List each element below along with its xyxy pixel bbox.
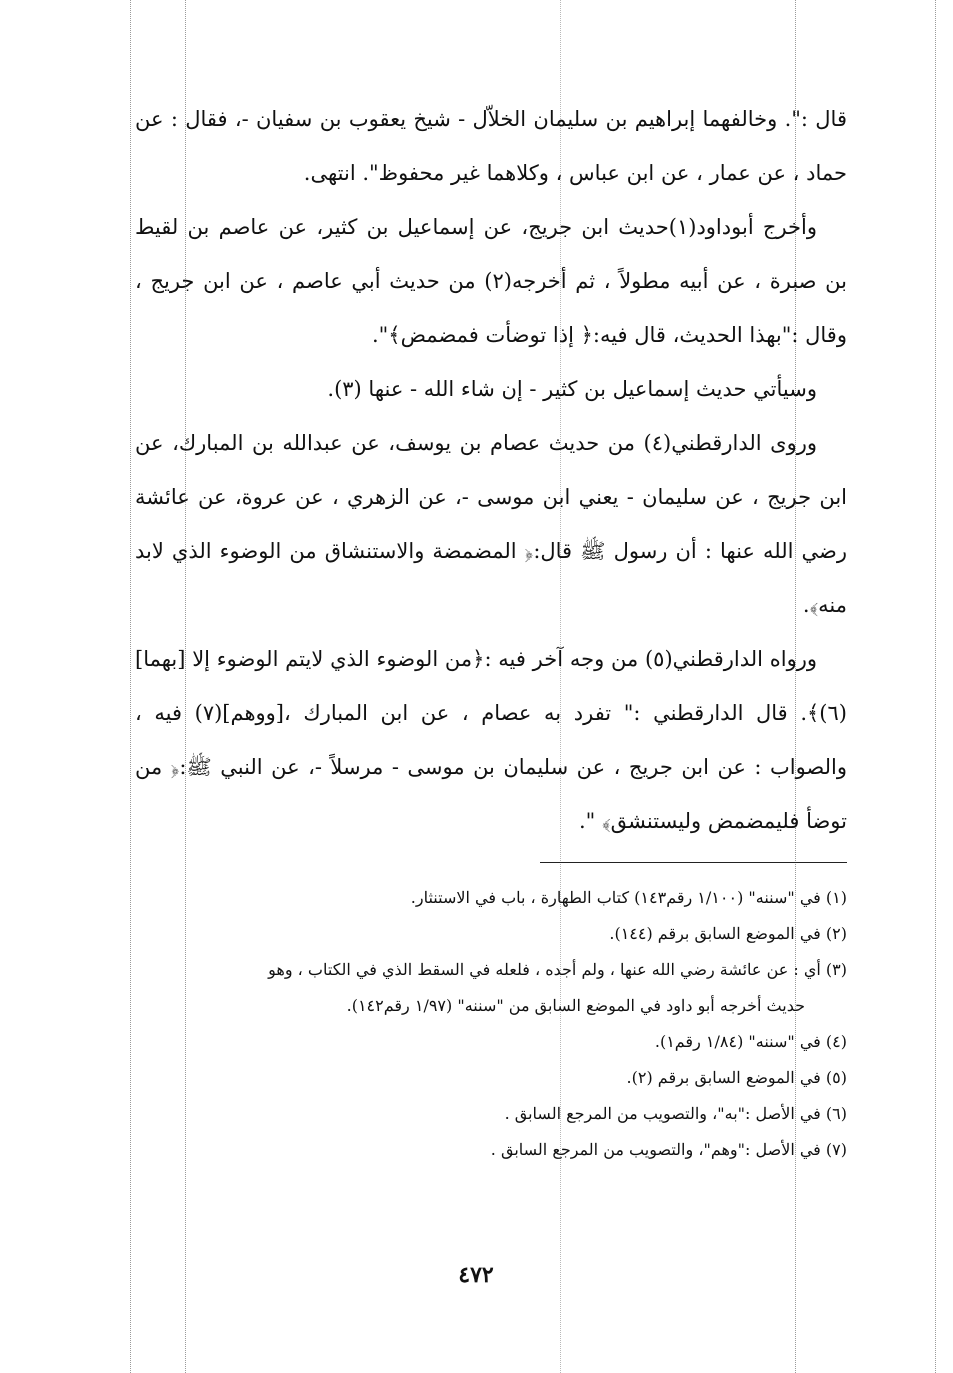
footnote-3-continuation: حديث أخرجه أبو داود في الموضع السابق من "سننه" (١/٩٧ رقم١٤٢).	[346, 996, 805, 1015]
page-number: ٤٧٢	[458, 1262, 494, 1288]
footnote-5: (٥) في الموضع السابق برقم (٢).	[626, 1068, 847, 1087]
paragraph-1: قال :". وخالفهما إبراهيم بن سليمان الخلاّل - شيخ يعقوب بن سفيان -، فقال : عن حماد ، عن عمار ، عن ابن عباس ، وكلاهما غير محفوظ". انتهى.	[135, 107, 847, 185]
footnote-separator	[540, 862, 847, 863]
paragraph-3: وسيأتي حديث إسماعيل بن كثير - إن شاء الله - عنها (٣).	[327, 377, 817, 401]
footnote-7: (٧) في الأصل :"وهم"، والتصويب من المرجع السابق .	[490, 1140, 847, 1159]
scan-artifact-line	[935, 0, 936, 1373]
footnote-2: (٢) في الموضع السابق برقم (١٤٤).	[609, 924, 847, 943]
paragraph-4: وروى الدارقطني(٤) من حديث عصام بن يوسف، عن عبدالله بن المبارك، عن ابن جريج ، عن سليمان - يعني ابن موسى -، عن الزهري ، عن عروة، عن عائشة رضي الله عنها : أن رسول ﷺ قال:﴿ المضمضة والاستنشاق من الوضوء الذي لابد منه﴾.	[135, 431, 847, 617]
paragraph-5: ورواه الدارقطني(٥) من وجه آخر فيه :﴿من الوضوء الذي لايتم الوضوء إلا [بهما](٦)﴾. قال الدارقطني :" تفرد به عصام ، عن ابن المبارك ،[ووهم](٧) فيه ، والصواب : عن ابن جريج ، عن سليمان بن موسى - مرسلاً -، عن النبي ﷺ:﴿ من توضأ فليمضمض وليستنشق﴾ ".	[135, 647, 847, 833]
body-text	[135, 92, 847, 848]
footnote-4: (٤) في "سننه" (١/٨٤ رقم١).	[654, 1032, 847, 1051]
footnote-3: (٣) أي : عن عائشة رضي الله عنها ، ولم أجده ، فلعله في السقط الذي في الكتاب ، وهو	[268, 960, 847, 979]
footnotes	[135, 880, 847, 1168]
footnote-6: (٦) في الأصل :"به"، والتصويب من المرجع السابق .	[504, 1104, 847, 1123]
footnote-1: (١) في "سننه" (١/١٠٠ رقم١٤٣) كتاب الطهارة ، باب في الاستنثار.	[410, 888, 847, 907]
scan-artifact-line	[130, 0, 131, 1373]
paragraph-2: وأخرج أبوداود(١)حديث ابن جريج، عن إسماعيل بن كثير، عن عاصم بن لقيط بن صبرة ، عن أبيه مطولاً ، ثم أخرجه(٢) من حديث أبي عاصم ، عن ابن جريج ، وقال :"بهذا الحديث، قال فيه:﴿ إذا توضأت فمضمض﴾".	[135, 215, 847, 347]
